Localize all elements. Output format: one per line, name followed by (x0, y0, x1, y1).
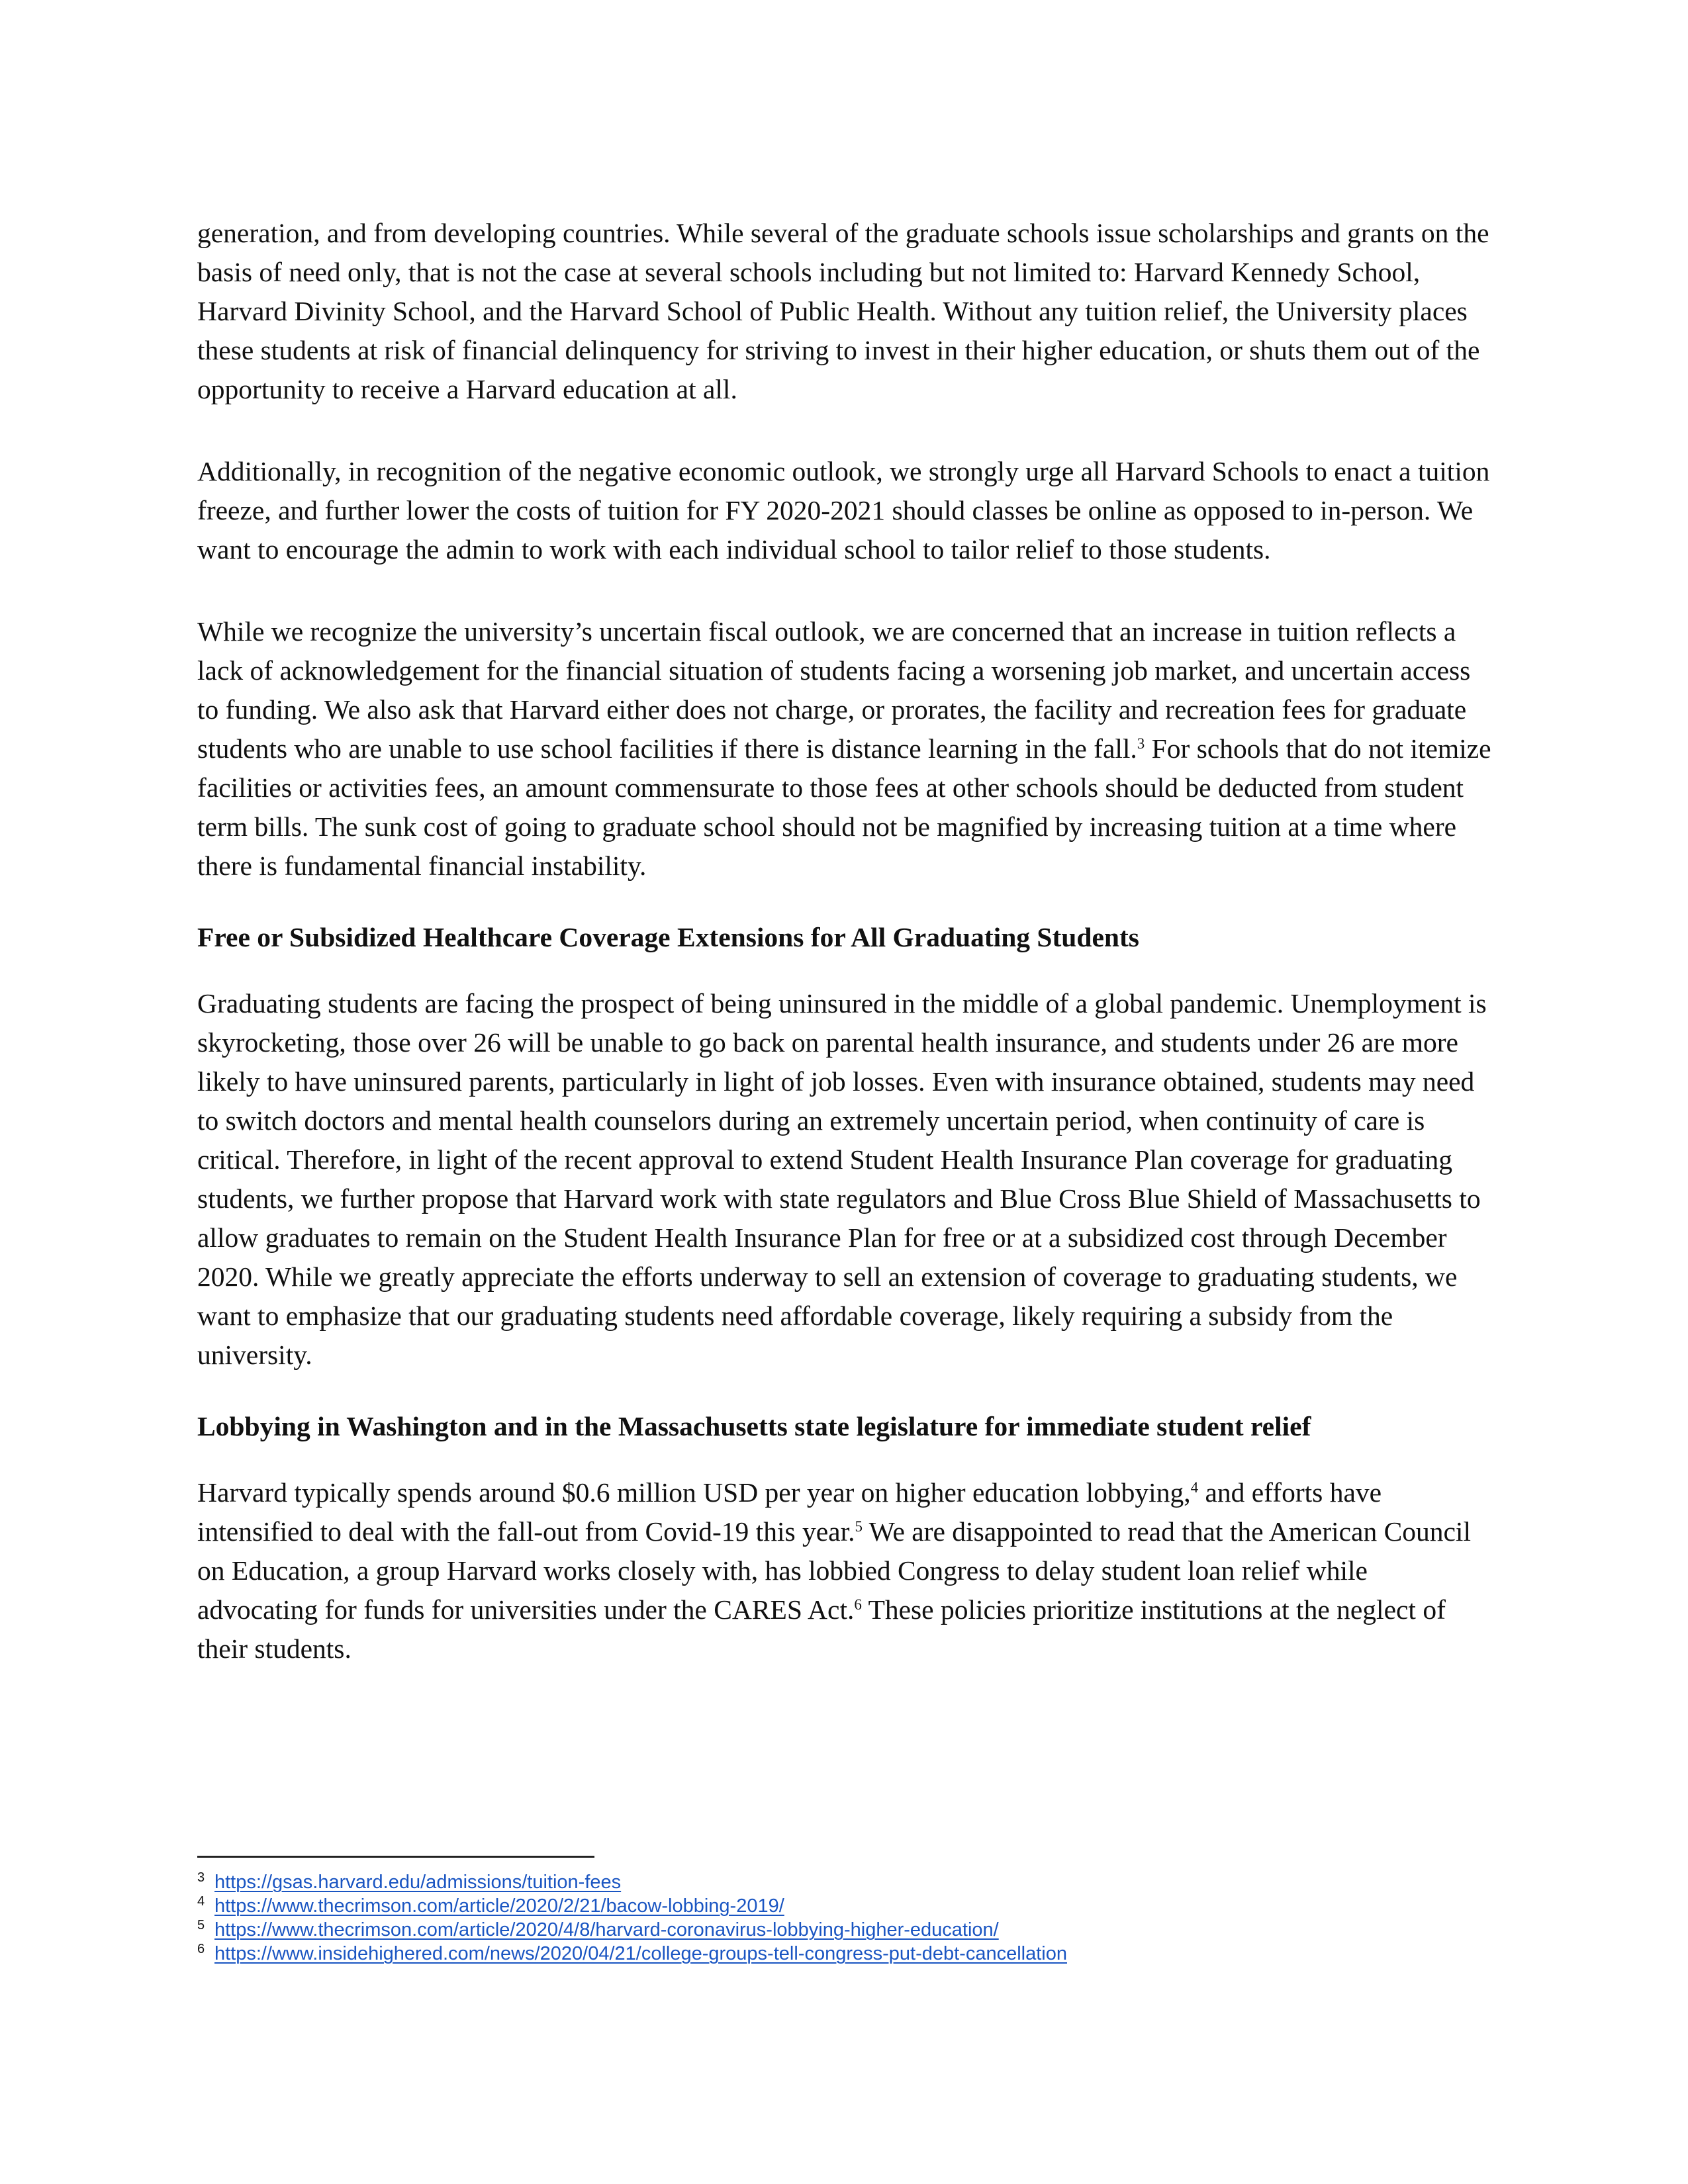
footnote-link[interactable]: https://gsas.harvard.edu/admissions/tuition-fees (214, 1872, 622, 1893)
footnote-marker-5[interactable]: 5 (855, 1518, 863, 1535)
footnote-item: 5 https://www.thecrimson.com/article/2020/4/8/harvard-coronavirus-lobbying-higher-education/ (197, 1918, 999, 1940)
footnote-marker-4[interactable]: 4 (1190, 1479, 1199, 1496)
paragraph-text: We are disappointed to read that the American Council on Education, a group Harvard works closely with, has lobbied Congress to delay student loan relief while advocating for funds for universities under the CARES Act. (197, 1516, 1471, 1625)
document-body (197, 214, 1495, 1711)
footnote-item: 4 https://www.thecrimson.com/article/2020/2/21/bacow-lobbing-2019/ (197, 1894, 784, 1917)
paragraph-tuition-freeze (197, 452, 1495, 569)
footnote-link[interactable]: https://www.thecrimson.com/article/2020/4/8/harvard-coronavirus-lobbying-higher-education/ (214, 1919, 999, 1940)
paragraph-healthcare (197, 984, 1495, 1375)
footnote-item: 6 https://www.insidehighered.com/news/2020/04/21/college-groups-tell-congress-put-debt-cancellation (197, 1942, 1067, 1964)
paragraph-text: and efforts have intensified to deal with the fall-out from Covid-19 this year. (197, 1477, 1382, 1547)
paragraph-text: These policies prioritize institutions at the neglect of their students. (197, 1594, 1446, 1664)
paragraph-text: Graduating students are facing the prospect of being uninsured in the middle of a global pandemic. Unemployment is skyrocketing, those over 26 will be unable to go back on parental health insurance, and students under 26 are more likely to have uninsured parents, particularly in light of job losses. Even with insurance obtained, students may need to switch doctors and mental health counselors during an extremely uncertain period, when continuity of care is critical. Therefore, in light of the recent approval to extend Student Health Insurance Plan coverage for graduating students, we further propose that Harvard work with state regulators and Blue Cross Blue Shield of Massachusetts to allow graduates to remain on the Student Health Insurance Plan for free or at a subsidized cost through December 2020. While we greatly appreciate the efforts underway to sell an extension of coverage to graduating students, we want to emphasize that our graduating students need affordable coverage, likely requiring a subsidy from the university. (197, 988, 1487, 1370)
footnote-item: 3 https://gsas.harvard.edu/admissions/tuition-fees (197, 1870, 622, 1893)
heading-healthcare: Free or Subsidized Healthcare Coverage Extensions for All Graduating Students (197, 922, 1139, 952)
footnote-marker-6[interactable]: 6 (854, 1596, 862, 1613)
paragraph-text: generation, and from developing countries. While several of the graduate schools issue scholarships and grants on the basis of need only, that is not the case at several schools including but not limited to: Harvard Kennedy School, Harvard Divinity School, and the Harvard School of Public Health. Without any tuition relief, the University places these students at risk of financial delinquency for striving to invest in their higher education, or shuts them out of the opportunity to receive a Harvard education at all. (197, 218, 1489, 404)
paragraph-text: Harvard typically spends around $0.6 million USD per year on higher education lobbying, (197, 1477, 1191, 1508)
paragraph-text: Additionally, in recognition of the negative economic outlook, we strongly urge all Harvard Schools to enact a tuition freeze, and further lower the costs of tuition for FY 2020-2021 should classes be online as opposed to in-person. We want to encourage the admin to work with each individual school to tailor relief to those students. (197, 456, 1490, 565)
footnote-link[interactable]: https://www.thecrimson.com/article/2020/2/21/bacow-lobbing-2019/ (214, 1895, 784, 1917)
paragraph-need-based-aid (197, 214, 1495, 409)
paragraph-text: For schools that do not itemize facilities or activities fees, an amount commensurate to those fees at other schools should be deducted from student term bills. The sunk cost of going to graduate school should not be magnified by increasing tuition at a time where there is fundamental financial instability. (197, 733, 1491, 881)
paragraph-lobbying (197, 1473, 1495, 1668)
footnote-marker-3[interactable]: 3 (1137, 735, 1145, 752)
footnotes-section (197, 1870, 1455, 1966)
footnote-link[interactable]: https://www.insidehighered.com/news/2020/04/21/college-groups-tell-congress-put-debt-cancellation (214, 1943, 1067, 1964)
paragraph-text: While we recognize the university’s uncertain fiscal outlook, we are concerned that an increase in tuition reflects a lack of acknowledgement for the financial situation of students facing a worsening job market, and uncertain access to funding. We also ask that Harvard either does not charge, or prorates, the facility and recreation fees for graduate students who are unable to use school facilities if there is distance learning in the fall. (197, 616, 1471, 764)
footnote-divider (197, 1856, 594, 1858)
paragraph-fiscal-outlook (197, 612, 1495, 886)
heading-lobbying: Lobbying in Washington and in the Massachusetts state legislature for immediate student relief (197, 1411, 1311, 1441)
